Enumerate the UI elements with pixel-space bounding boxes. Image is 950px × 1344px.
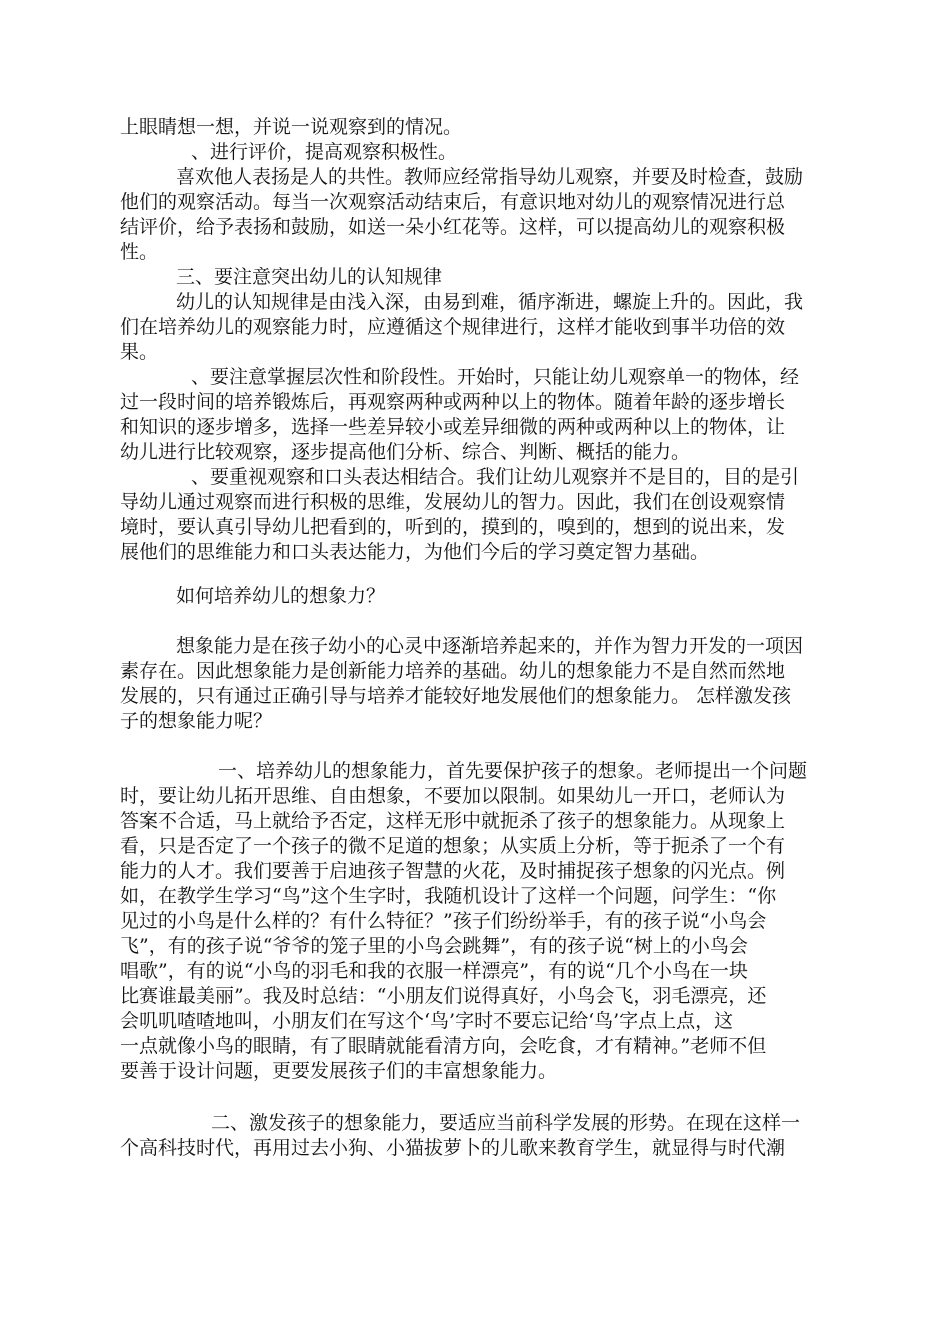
text-line: 、要注意掌握层次性和阶段性。开始时，只能让幼儿观察单一的物体，经	[191, 366, 800, 388]
text-line: 一点就像小鸟的眼睛，有了眼睛就能看清方向，会吃食，才有精神。”老师不但	[120, 1035, 767, 1057]
text-line: 看，只是否定了一个孩子的微不足道的想象；从实质上分析，等于扼杀了一个有	[120, 835, 786, 857]
text-line: 展他们的思维能力和口头表达能力，为他们今后的学习奠定智力基础。	[120, 541, 710, 563]
text-line: 境时，要认真引导幼儿把看到的，听到的，摸到的，嗅到的，想到的说出来，发	[120, 516, 786, 538]
section-heading: 三、要注意突出幼儿的认知规律	[176, 266, 443, 288]
text-line: 喜欢他人表扬是人的共性。教师应经常指导幼儿观察，并要及时检查，鼓励	[176, 166, 804, 188]
text-line: 比赛谁最美丽”。我及时总结：“小朋友们说得真好，小鸟会飞，羽毛漂亮，还	[120, 985, 767, 1007]
text-line: 们在培养幼儿的观察能力时，应遵循这个规律进行，这样才能收到事半功倍的效	[120, 316, 786, 338]
text-line: 二、激发孩子的想象能力，要适应当前科学发展的形势。在现在这样一	[211, 1112, 801, 1134]
text-line: 他们的观察活动。每当一次观察活动结束后，有意识地对幼儿的观察情况进行总	[120, 191, 786, 213]
text-line: 幼儿的认知规律是由浅入深，由易到难，循序渐进，螺旋上升的。因此，我	[176, 291, 804, 313]
text-line: 性。	[120, 241, 159, 263]
text-line: 一、培养幼儿的想象能力，首先要保护孩子的想象。老师提出一个问题	[218, 760, 808, 782]
text-line: 过一段时间的培养锻炼后，再观察两种或两种以上的物体。随着年龄的逐步增长	[120, 391, 786, 413]
text-line: 飞”，有的孩子说“爷爷的笼子里的小鸟会跳舞”，有的孩子说“树上的小鸟会	[120, 935, 748, 957]
text-line: 素存在。因此想象能力是创新能力培养的基础。幼儿的想象能力不是自然而然地	[120, 660, 786, 682]
text-line: 发展的，只有通过正确引导与培养才能较好地发展他们的想象能力。 怎样激发孩	[120, 685, 792, 707]
text-line: 、要重视观察和口头表达相结合。我们让幼儿观察并不是目的，目的是引	[191, 466, 800, 488]
text-line: 要善于设计问题，更要发展孩子们的丰富想象能力。	[120, 1060, 558, 1082]
section-heading: 、进行评价，提高观察积极性。	[191, 141, 458, 163]
text-line: 结评价，给予表扬和鼓励，如送一朵小红花等。这样，可以提高幼儿的观察积极	[120, 216, 786, 238]
text-line: 导幼儿通过观察而进行积极的思维，发展幼儿的智力。因此，我们在创设观察情	[120, 491, 786, 513]
article-title: 如何培养幼儿的想象力？	[176, 585, 386, 607]
text-line: 如，在教学生学习“鸟”这个生字时，我随机设计了这样一个问题，问学生：“你	[120, 885, 777, 907]
text-line: 唱歌”，有的说“小鸟的羽毛和我的衣服一样漂亮”，有的说“几个小鸟在一块	[120, 960, 748, 982]
text-line: 个高科技时代，再用过去小狗、小猫拔萝卜的儿歌来教育学生，就显得与时代潮	[120, 1137, 786, 1159]
text-line: 幼儿进行比较观察，逐步提高他们分析、综合、判断、概括的能力。	[120, 441, 691, 463]
text-line: 想象能力是在孩子幼小的心灵中逐渐培养起来的，并作为智力开发的一项因	[176, 635, 804, 657]
text-line: 子的想象能力呢？	[120, 710, 273, 732]
text-line: 会叽叽喳喳地叫，小朋友们在写这个‘鸟’字时不要忘记给‘鸟’字点上点，这	[120, 1010, 734, 1032]
text-line: 果。	[120, 341, 159, 363]
text-line: 见过的小鸟是什么样的？有什么特征？”孩子们纷纷举手，有的孩子说“小鸟会	[120, 910, 767, 932]
text-line: 上眼睛想一想，并说一说观察到的情况。	[120, 116, 463, 138]
text-line: 和知识的逐步增多，选择一些差异较小或差异细微的两种或两种以上的物体，让	[120, 416, 786, 438]
text-line: 答案不合适，马上就给予否定，这样无形中就扼杀了孩子的想象能力。从现象上	[120, 810, 786, 832]
text-line: 时，要让幼儿拓开思维、自由想象，不要加以限制。如果幼儿一开口，老师认为	[120, 785, 786, 807]
text-line: 能力的人才。我们要善于启迪孩子智慧的火花，及时捕捉孩子想象的闪光点。例	[120, 860, 786, 882]
